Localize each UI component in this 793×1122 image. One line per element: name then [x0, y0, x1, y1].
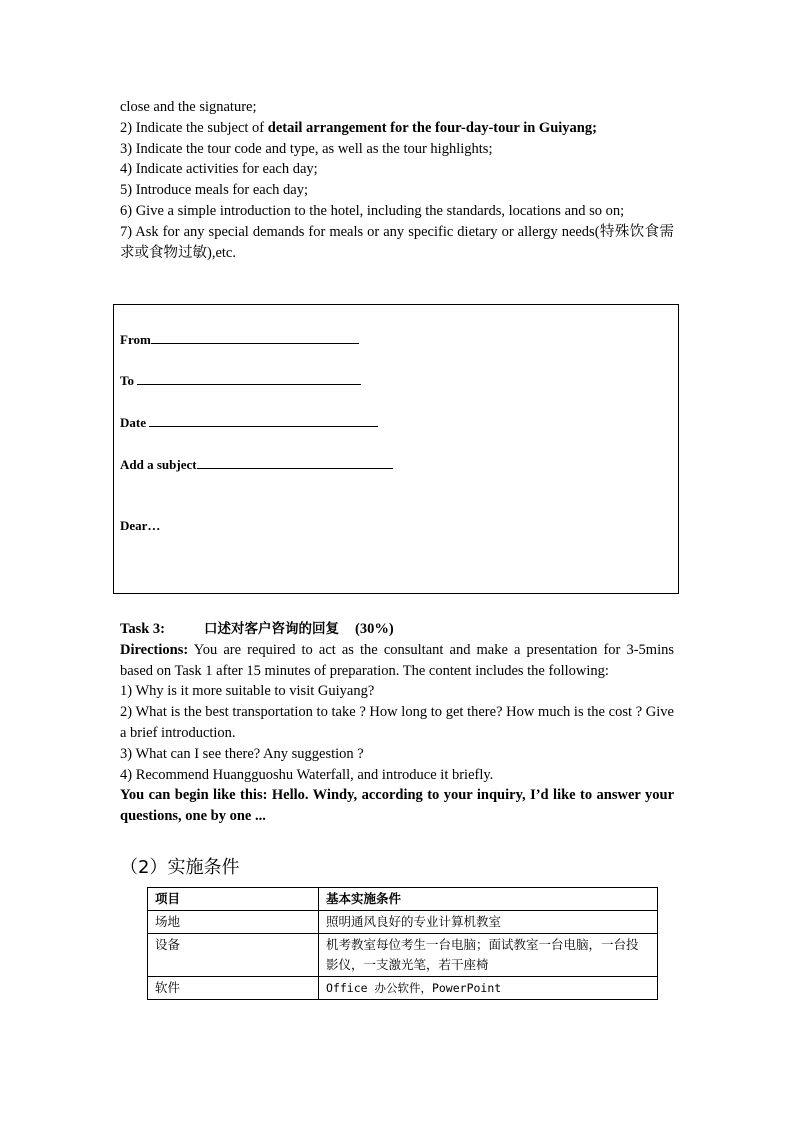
subject-field[interactable]	[120, 456, 393, 473]
list-item: 3) Indicate the tour code and type, as well as the tour highlights;	[120, 140, 493, 157]
table-row	[148, 911, 658, 934]
salutation: Dear…	[120, 518, 161, 533]
list-item: close and the signature;	[120, 99, 257, 115]
list-item-bold-text: detail arrangement for the four-day-tour in Guiyang;	[267, 119, 597, 136]
subject-blank[interactable]	[197, 456, 393, 469]
table-header-row	[148, 888, 658, 911]
to-label: To	[120, 373, 134, 388]
directions-text: You are required to act as the consultant and make a presentation for 3-5mins based on Task 1 after 15 minutes of preparation. The content includes the following:	[120, 641, 674, 679]
question-item: 2) What is the best transportation to take ? How long to get there? How much is the cost ? Give a brief introduction.	[120, 704, 674, 741]
table-cell: 机考教室每位考生一台电脑；面试教室一台电脑，一台投影仪，一支激光笔，若干座椅	[319, 934, 658, 977]
to-field[interactable]	[120, 372, 361, 389]
list-item: 6) Give a simple introduction to the hotel, including the standards, locations and so on;	[120, 202, 625, 219]
email-form-box	[113, 304, 679, 594]
question-item: 3) What can I see there? Any suggestion ?	[120, 745, 364, 762]
to-blank[interactable]	[137, 372, 361, 385]
question-item: 4) Recommend Huangguoshu Waterfall, and introduce it briefly.	[120, 766, 494, 783]
task3-title	[120, 619, 674, 640]
directions-label: Directions:	[120, 641, 189, 658]
task3-weight: (30%)	[355, 621, 394, 637]
requirements-list	[120, 97, 674, 263]
table-cell: 场地	[148, 911, 319, 934]
table-cell: 设备	[148, 934, 319, 977]
task3-title-cn: 口述对客户咨询的回复	[204, 621, 340, 637]
list-item-text: 2) Indicate the subject of	[120, 119, 268, 136]
task3-section	[120, 619, 674, 827]
table-header-cell: 项目	[148, 888, 319, 911]
list-item: 7) Ask for any special demands for meals or any specific dietary or allergy needs(特殊饮食需求或食物过敏),etc.	[120, 223, 674, 261]
from-blank[interactable]	[151, 331, 359, 344]
conditions-table	[147, 887, 658, 1000]
table-header-cell: 基本实施条件	[319, 888, 658, 911]
date-field[interactable]	[120, 414, 378, 431]
table-cell: 软件	[148, 977, 319, 1000]
from-field[interactable]	[120, 331, 359, 348]
date-label: Date	[120, 415, 146, 430]
table-cell: 照明通风良好的专业计算机教室	[319, 911, 658, 934]
task3-label: Task 3:	[120, 621, 166, 637]
list-item: 4) Indicate activities for each day;	[120, 161, 318, 178]
from-label: From	[120, 332, 151, 347]
list-item	[120, 118, 674, 139]
table-cell: Office 办公软件，PowerPoint	[319, 977, 658, 1000]
table-row	[148, 977, 658, 1000]
task3-closing: You can begin like this: Hello. Windy, according to your inquiry, I’d like to answer your questions, one by one ...	[120, 787, 674, 825]
task3-directions	[120, 640, 674, 682]
section-heading: （2）实施条件	[120, 857, 240, 878]
list-item: 5) Introduce meals for each day;	[120, 182, 309, 199]
subject-label: Add a subject	[120, 457, 197, 472]
question-item: 1) Why is it more suitable to visit Guiyang?	[120, 683, 375, 700]
date-blank[interactable]	[149, 414, 378, 427]
table-row	[148, 934, 658, 977]
